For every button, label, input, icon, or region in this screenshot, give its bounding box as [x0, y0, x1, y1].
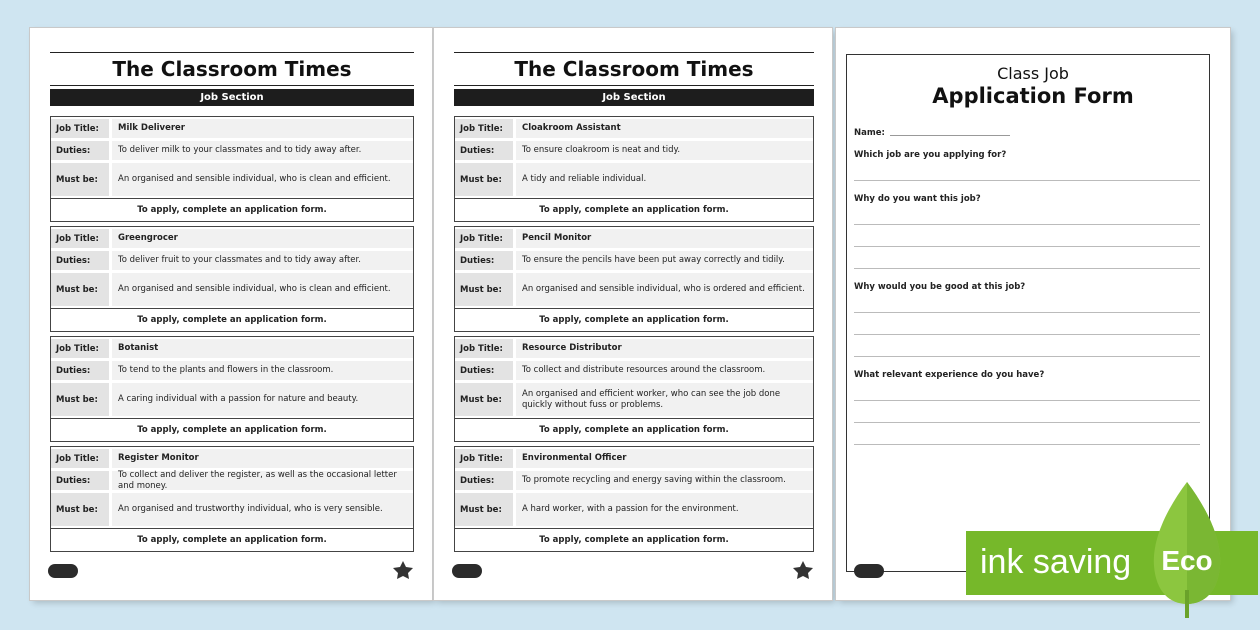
question-good: Why would you be good at this job?	[854, 282, 1026, 292]
job-card	[454, 116, 814, 222]
question-job: Which job are you applying for?	[854, 150, 1007, 160]
job-title: Environmental Officer	[516, 449, 813, 468]
job-title-label: Job Title:	[51, 229, 109, 248]
duties-label: Duties:	[51, 361, 109, 380]
newspaper-title: The Classroom Times	[50, 52, 414, 86]
job-title-label: Job Title:	[51, 449, 109, 468]
apply-note: To apply, complete an application form.	[455, 418, 813, 441]
apply-note: To apply, complete an application form.	[51, 418, 413, 441]
job-title: Pencil Monitor	[516, 229, 813, 248]
publisher-logo-icon	[854, 564, 884, 578]
job-title: Greengrocer	[112, 229, 413, 248]
newspaper-page-1	[30, 28, 432, 600]
job-duties: To deliver milk to your classmates and to tidy away after.	[112, 141, 413, 160]
answer-line[interactable]	[854, 312, 1200, 313]
must-be-label: Must be:	[51, 273, 109, 306]
apply-note: To apply, complete an application form.	[51, 528, 413, 551]
job-requirements: A caring individual with a passion for nature and beauty.	[112, 383, 413, 416]
job-title: Register Monitor	[112, 449, 413, 468]
publisher-logo-icon	[452, 564, 482, 578]
job-requirements: An organised and sensible individual, who is clean and efficient.	[112, 163, 413, 196]
job-title: Botanist	[112, 339, 413, 358]
must-be-label: Must be:	[455, 493, 513, 526]
duties-label: Duties:	[455, 471, 513, 490]
job-title-label: Job Title:	[455, 449, 513, 468]
name-label: Name:	[854, 128, 885, 138]
ink-saving-text: ink saving	[980, 543, 1132, 581]
must-be-label: Must be:	[455, 383, 513, 416]
section-header: Job Section	[50, 89, 414, 106]
job-title-label: Job Title:	[455, 119, 513, 138]
job-card	[50, 226, 414, 332]
must-be-label: Must be:	[455, 273, 513, 306]
apply-note: To apply, complete an application form.	[51, 308, 413, 331]
answer-line[interactable]	[854, 224, 1200, 225]
duties-label: Duties:	[455, 141, 513, 160]
duties-label: Duties:	[51, 251, 109, 270]
answer-line[interactable]	[854, 422, 1200, 423]
answer-line[interactable]	[854, 356, 1200, 357]
job-duties: To deliver fruit to your classmates and to tidy away after.	[112, 251, 413, 270]
duties-label: Duties:	[51, 141, 109, 160]
quality-badge-icon	[392, 560, 414, 580]
job-card	[50, 446, 414, 552]
job-requirements: An organised and trustworthy individual, who is very sensible.	[112, 493, 413, 526]
job-duties: To ensure cloakroom is neat and tidy.	[516, 141, 813, 160]
job-title-label: Job Title:	[51, 339, 109, 358]
job-card	[50, 116, 414, 222]
duties-label: Duties:	[455, 251, 513, 270]
newspaper-page-2	[434, 28, 832, 600]
job-requirements: A tidy and reliable individual.	[516, 163, 813, 196]
form-title: Application Form	[932, 84, 1134, 108]
job-requirements: An organised and efficient worker, who can see the job done quickly without fuss or problems.	[516, 383, 813, 416]
job-title: Cloakroom Assistant	[516, 119, 813, 138]
job-duties: To tend to the plants and flowers in the classroom.	[112, 361, 413, 380]
job-title-label: Job Title:	[455, 339, 513, 358]
job-duties: To promote recycling and energy saving within the classroom.	[516, 471, 813, 490]
must-be-label: Must be:	[51, 493, 109, 526]
section-header: Job Section	[454, 89, 814, 106]
publisher-logo-icon	[48, 564, 78, 578]
job-card	[454, 446, 814, 552]
answer-line[interactable]	[854, 246, 1200, 247]
answer-line[interactable]	[854, 334, 1200, 335]
apply-note: To apply, complete an application form.	[455, 308, 813, 331]
apply-note: To apply, complete an application form.	[455, 198, 813, 221]
job-card	[454, 336, 814, 442]
apply-note: To apply, complete an application form.	[455, 528, 813, 551]
job-card	[454, 226, 814, 332]
answer-line[interactable]	[854, 180, 1200, 181]
must-be-label: Must be:	[51, 383, 109, 416]
quality-badge-icon	[792, 560, 814, 580]
question-why: Why do you want this job?	[854, 194, 981, 204]
must-be-label: Must be:	[455, 163, 513, 196]
job-duties: To ensure the pencils have been put away correctly and tidily.	[516, 251, 813, 270]
job-requirements: An organised and sensible individual, who is ordered and efficient.	[516, 273, 813, 306]
answer-line[interactable]	[854, 400, 1200, 401]
job-requirements: An organised and sensible individual, who is clean and efficient.	[112, 273, 413, 306]
job-duties: To collect and distribute resources around the classroom.	[516, 361, 813, 380]
job-card	[50, 336, 414, 442]
job-title: Milk Deliverer	[112, 119, 413, 138]
job-title-label: Job Title:	[51, 119, 109, 138]
form-subtitle: Class Job	[997, 64, 1069, 83]
duties-label: Duties:	[455, 361, 513, 380]
question-experience: What relevant experience do you have?	[854, 370, 1045, 380]
apply-note: To apply, complete an application form.	[51, 198, 413, 221]
job-requirements: A hard worker, with a passion for the environment.	[516, 493, 813, 526]
answer-line[interactable]	[854, 444, 1200, 445]
must-be-label: Must be:	[51, 163, 109, 196]
name-field[interactable]	[890, 135, 1010, 136]
eco-label: Eco	[1161, 545, 1213, 576]
duties-label: Duties:	[51, 471, 109, 490]
job-title-label: Job Title:	[455, 229, 513, 248]
job-duties: To collect and deliver the register, as well as the occasional letter and money.	[112, 471, 413, 490]
job-title: Resource Distributor	[516, 339, 813, 358]
answer-line[interactable]	[854, 268, 1200, 269]
newspaper-title: The Classroom Times	[454, 52, 814, 86]
